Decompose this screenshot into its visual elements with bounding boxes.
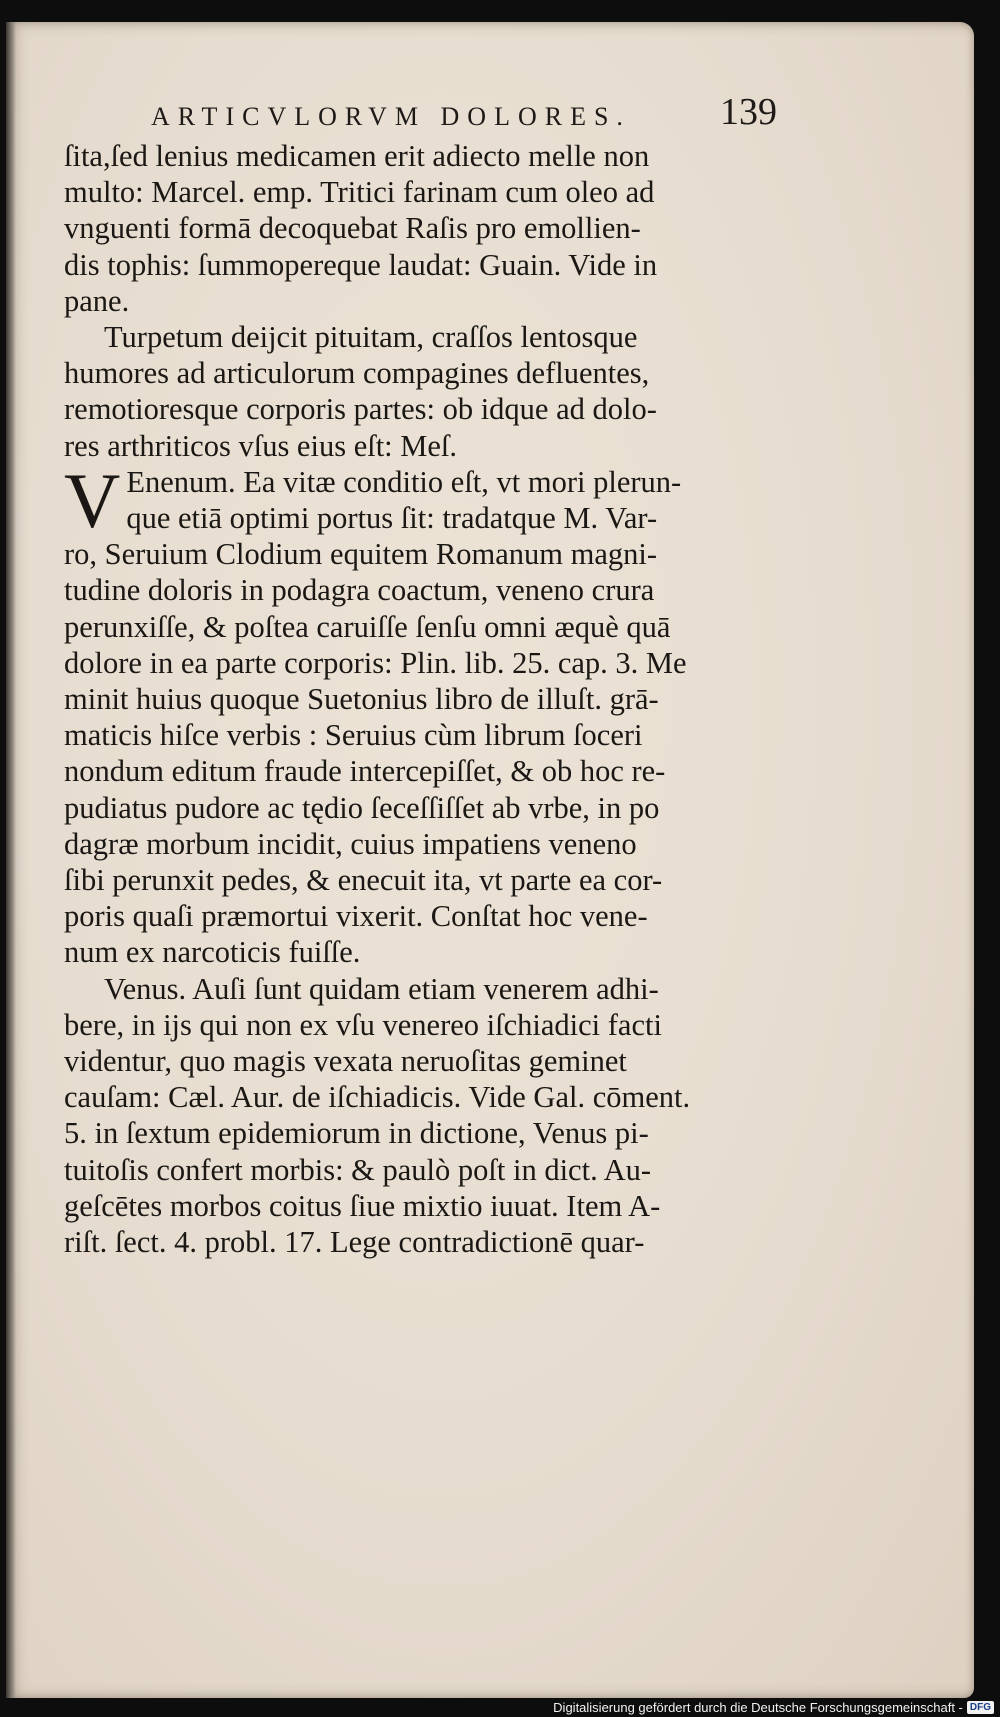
text-line: Venus. Auſi ſunt quidam etiam venerem adhi- [104,971,659,1006]
text-line: maticis hiſce verbis : Seruius cùm librum ſoceri [64,718,643,753]
text-line: bere, in ijs qui non ex vſu venereo iſchiadici facti [64,1007,662,1042]
text-line: pane. [64,283,130,318]
page-number: 139 [720,91,777,133]
text-line: tuitoſis confert morbis: & paulò poſt in dict. Au- [64,1152,652,1187]
paragraph-1 [64,138,780,319]
funding-credit: Digitalisierung gefördert durch die Deutsche Forschungsgemeinschaft - [553,1699,963,1715]
paragraph-3 [64,456,780,971]
page-header [141,84,777,144]
drop-cap: V [64,456,121,544]
book-page [6,22,974,1698]
text-line: remotioresque corporis partes: ob idque ad dolo- [64,392,657,427]
text-line: multo: Marcel. emp. Tritici farinam cum oleo ad [64,175,655,210]
digitization-footer [553,1697,994,1717]
text-line: poris quaſi præmortui vixerit. Conſtat hoc vene- [64,899,648,934]
dfg-logo: DFG [967,1701,994,1714]
text-line: vnguenti formā decoquebat Raſis pro emollien- [64,211,641,246]
text-line: riſt. ſect. 4. probl. 17. Lege contradictionē quar- [64,1225,645,1260]
text-line: humores ad articulorum compagines defluentes, [64,356,650,391]
text-line: videntur, quo magis vexata neruoſitas geminet [64,1044,627,1079]
paragraph-2 [64,319,780,464]
text-line: tudine doloris in podagra coactum, veneno crura [64,573,655,608]
text-line: geſcētes morbos coitus ſiue mixtio iuuat. Item A- [64,1188,661,1223]
text-line: ro, Seruium Clodium equitem Romanum magni- [64,537,657,572]
text-line: dis tophis: ſummopereque laudat: Guain. Vide in [64,247,658,282]
text-line: nondum editum fraude intercepiſſet, & ob hoc re- [64,754,666,789]
text-line: cauſam: Cæl. Aur. de iſchiadicis. Vide Gal. cōment. [64,1080,691,1115]
text-line: que etiā optimi portus ſit: tradatque M. Var- [126,501,658,536]
text-line: pudiatus pudore ac tędio ſeceſſiſſet ab vrbe, in po [64,790,660,825]
text-line: 5. in ſextum epidemiorum in dictione, Venus pi- [64,1116,649,1151]
text-line: dagræ morbum incidit, cuius impatiens veneno [64,826,637,861]
text-line: dolore in ea parte corporis: Plin. lib. 25. cap. 3. Me [64,645,687,680]
text-line: Enenum. Ea vitæ conditio eſt, vt mori plerun- [126,464,682,499]
text-line: Turpetum deijcit pituitam, craſſos lentosque [104,320,638,355]
text-line: minit huius quoque Suetonius libro de illuſt. grā- [64,682,659,717]
paragraph-4 [64,971,780,1261]
running-head: ARTICVLORVM DOLORES. [151,102,631,131]
page-gutter-shadow [6,22,16,1698]
text-line: res arthriticos vſus eius eſt: Meſ. [64,428,458,463]
text-line: ſibi perunxit pedes, & enecuit ita, vt parte ea cor- [64,863,663,898]
page-text [64,138,780,1260]
text-line: num ex narcoticis fuiſſe. [64,935,361,970]
text-line: ſita,ſed lenius medicamen erit adiecto melle non [64,139,650,173]
text-line: perunxiſſe, & poſtea caruiſſe ſenſu omni æquè quā [64,609,671,644]
